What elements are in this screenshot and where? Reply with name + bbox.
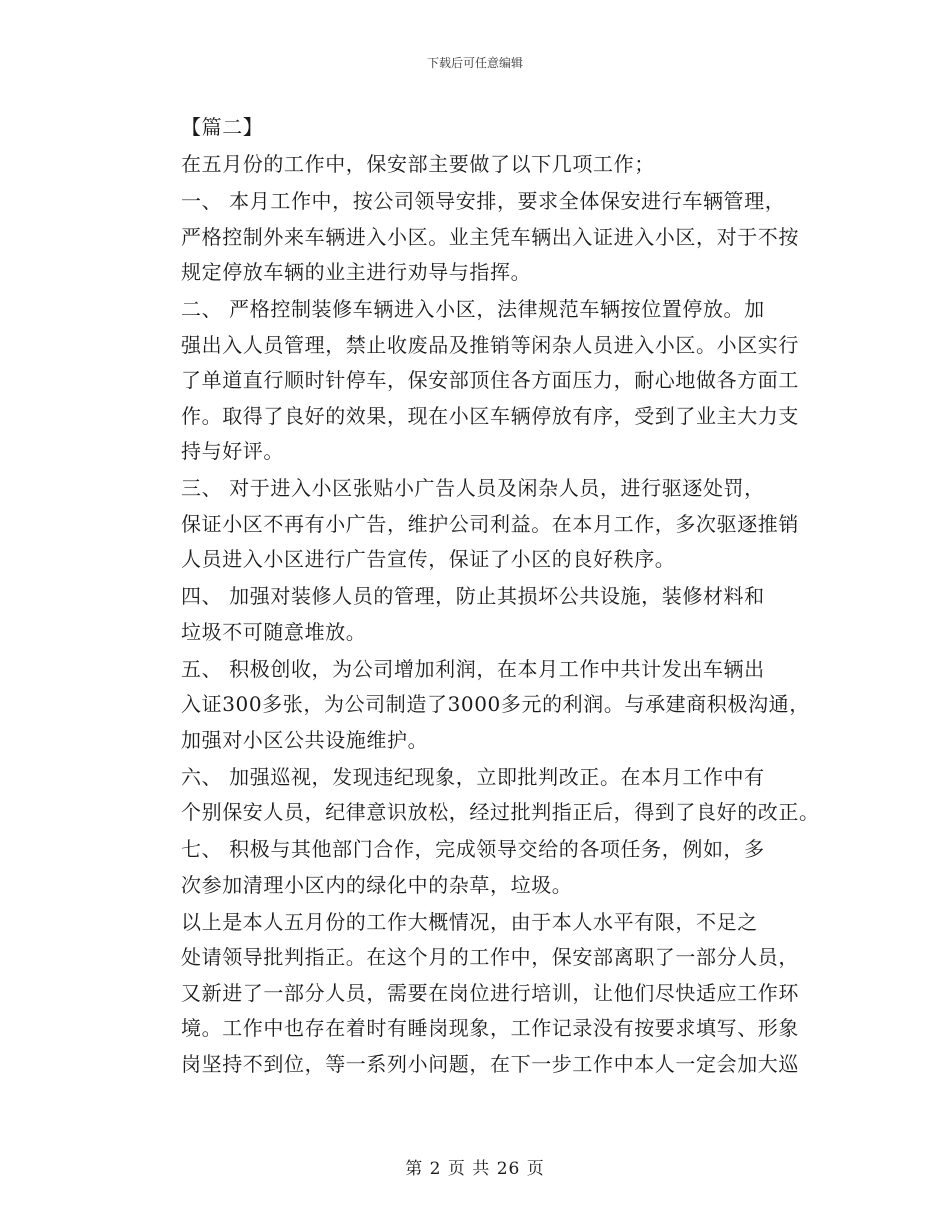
text-line: 岗坚持不到位，等一系列小问题，在下一步工作中本人一定会加大巡 (181, 1051, 799, 1076)
text-line: 次参加清理小区内的绿化中的杂草，垃圾。 (181, 872, 573, 897)
text-line: 保证小区不再有小广告，维护公司利益。在本月工作，多次驱逐推销 (181, 511, 799, 536)
text-line: 人员进入小区进行广告宣传，保证了小区的良好秩序。 (181, 547, 676, 571)
text-line: 【篇二】 (181, 115, 264, 139)
text-line: 三、 对于进入小区张贴小广告人员及闲杂人员，进行驱逐处罚， (181, 476, 765, 500)
page-header: 下载后可任意编辑 (426, 56, 523, 70)
text-line: 入证300多张，为公司制造了3000多元的利润。与承建商积极沟通， (181, 692, 810, 716)
text-line: 又新进了一部分人员，需要在岗位进行培训，让他们尽快适应工作环 (181, 980, 799, 1005)
text-line: 强出入人员管理，禁止收废品及推销等闲杂人员进入小区。小区实行 (181, 332, 799, 357)
text-line: 加强对小区公共设施维护。 (181, 727, 429, 752)
text-line: 七、 积极与其他部门合作，完成领导交给的各项任务，例如，多 (181, 837, 765, 861)
page-number-footer: 第 2 页 共 26 页 (405, 1159, 545, 1179)
text-line: 规定停放车辆的业主进行劝导与指挥。 (181, 260, 532, 284)
paragraph-item-5 (141, 652, 816, 759)
text-line: 垃圾不可随意堆放。 (181, 619, 367, 644)
intro-paragraph (141, 147, 816, 183)
text-line: 在五月份的工作中，保安部主要做了以下几项工作； (181, 152, 655, 176)
summary-paragraph (141, 905, 816, 1083)
text-line: 持与好评。 (181, 439, 284, 463)
text-line: 一、 本月工作中，按公司领导安排，要求全体保安进行车辆管理， (181, 189, 786, 213)
text-line: 严格控制外来车辆进入小区。业主凭车辆出入证进入小区，对于不按 (181, 224, 799, 249)
text-line: 境。工作中也存在着时有睡岗现象，工作记录没有按要求填写、形象 (181, 1016, 799, 1040)
text-line: 了单道直行顺时针停车，保安部顶住各方面压力，耐心地做各方面工 (181, 368, 799, 392)
text-line: 二、 严格控制装修车辆进入小区，法律规范车辆按位置停放。加 (181, 297, 765, 321)
text-line: 个别保安人员，纪律意识放松，经过批判指正后，得到了良好的改正。 (181, 800, 820, 824)
text-line: 五、 积极创收，为公司增加利润，在本月工作中共计发出车辆出 (181, 656, 765, 681)
paragraph-item-2 (141, 292, 816, 470)
section-heading (141, 110, 816, 146)
paragraph-item-4 (141, 579, 816, 650)
text-line: 四、 加强对装修人员的管理，防止其损坏公共设施，装修材料和 (181, 584, 765, 608)
paragraph-item-6 (141, 760, 820, 831)
text-line: 处请领导批判指正。在这个月的工作中，保安部离职了一部分人员， (181, 945, 799, 969)
paragraph-item-3 (141, 471, 816, 578)
document-body (141, 110, 820, 1084)
text-line: 六、 加强巡视，发现违纪现象，立即批判改正。在本月工作中有 (181, 764, 765, 789)
paragraph-item-7 (141, 832, 816, 903)
text-line: 作。取得了良好的效果，现在小区车辆停放有序，受到了业主大力支 (181, 403, 799, 428)
paragraph-item-1 (141, 184, 816, 291)
text-line: 以上是本人五月份的工作大概情况，由于本人水平有限，不足之 (181, 909, 758, 934)
